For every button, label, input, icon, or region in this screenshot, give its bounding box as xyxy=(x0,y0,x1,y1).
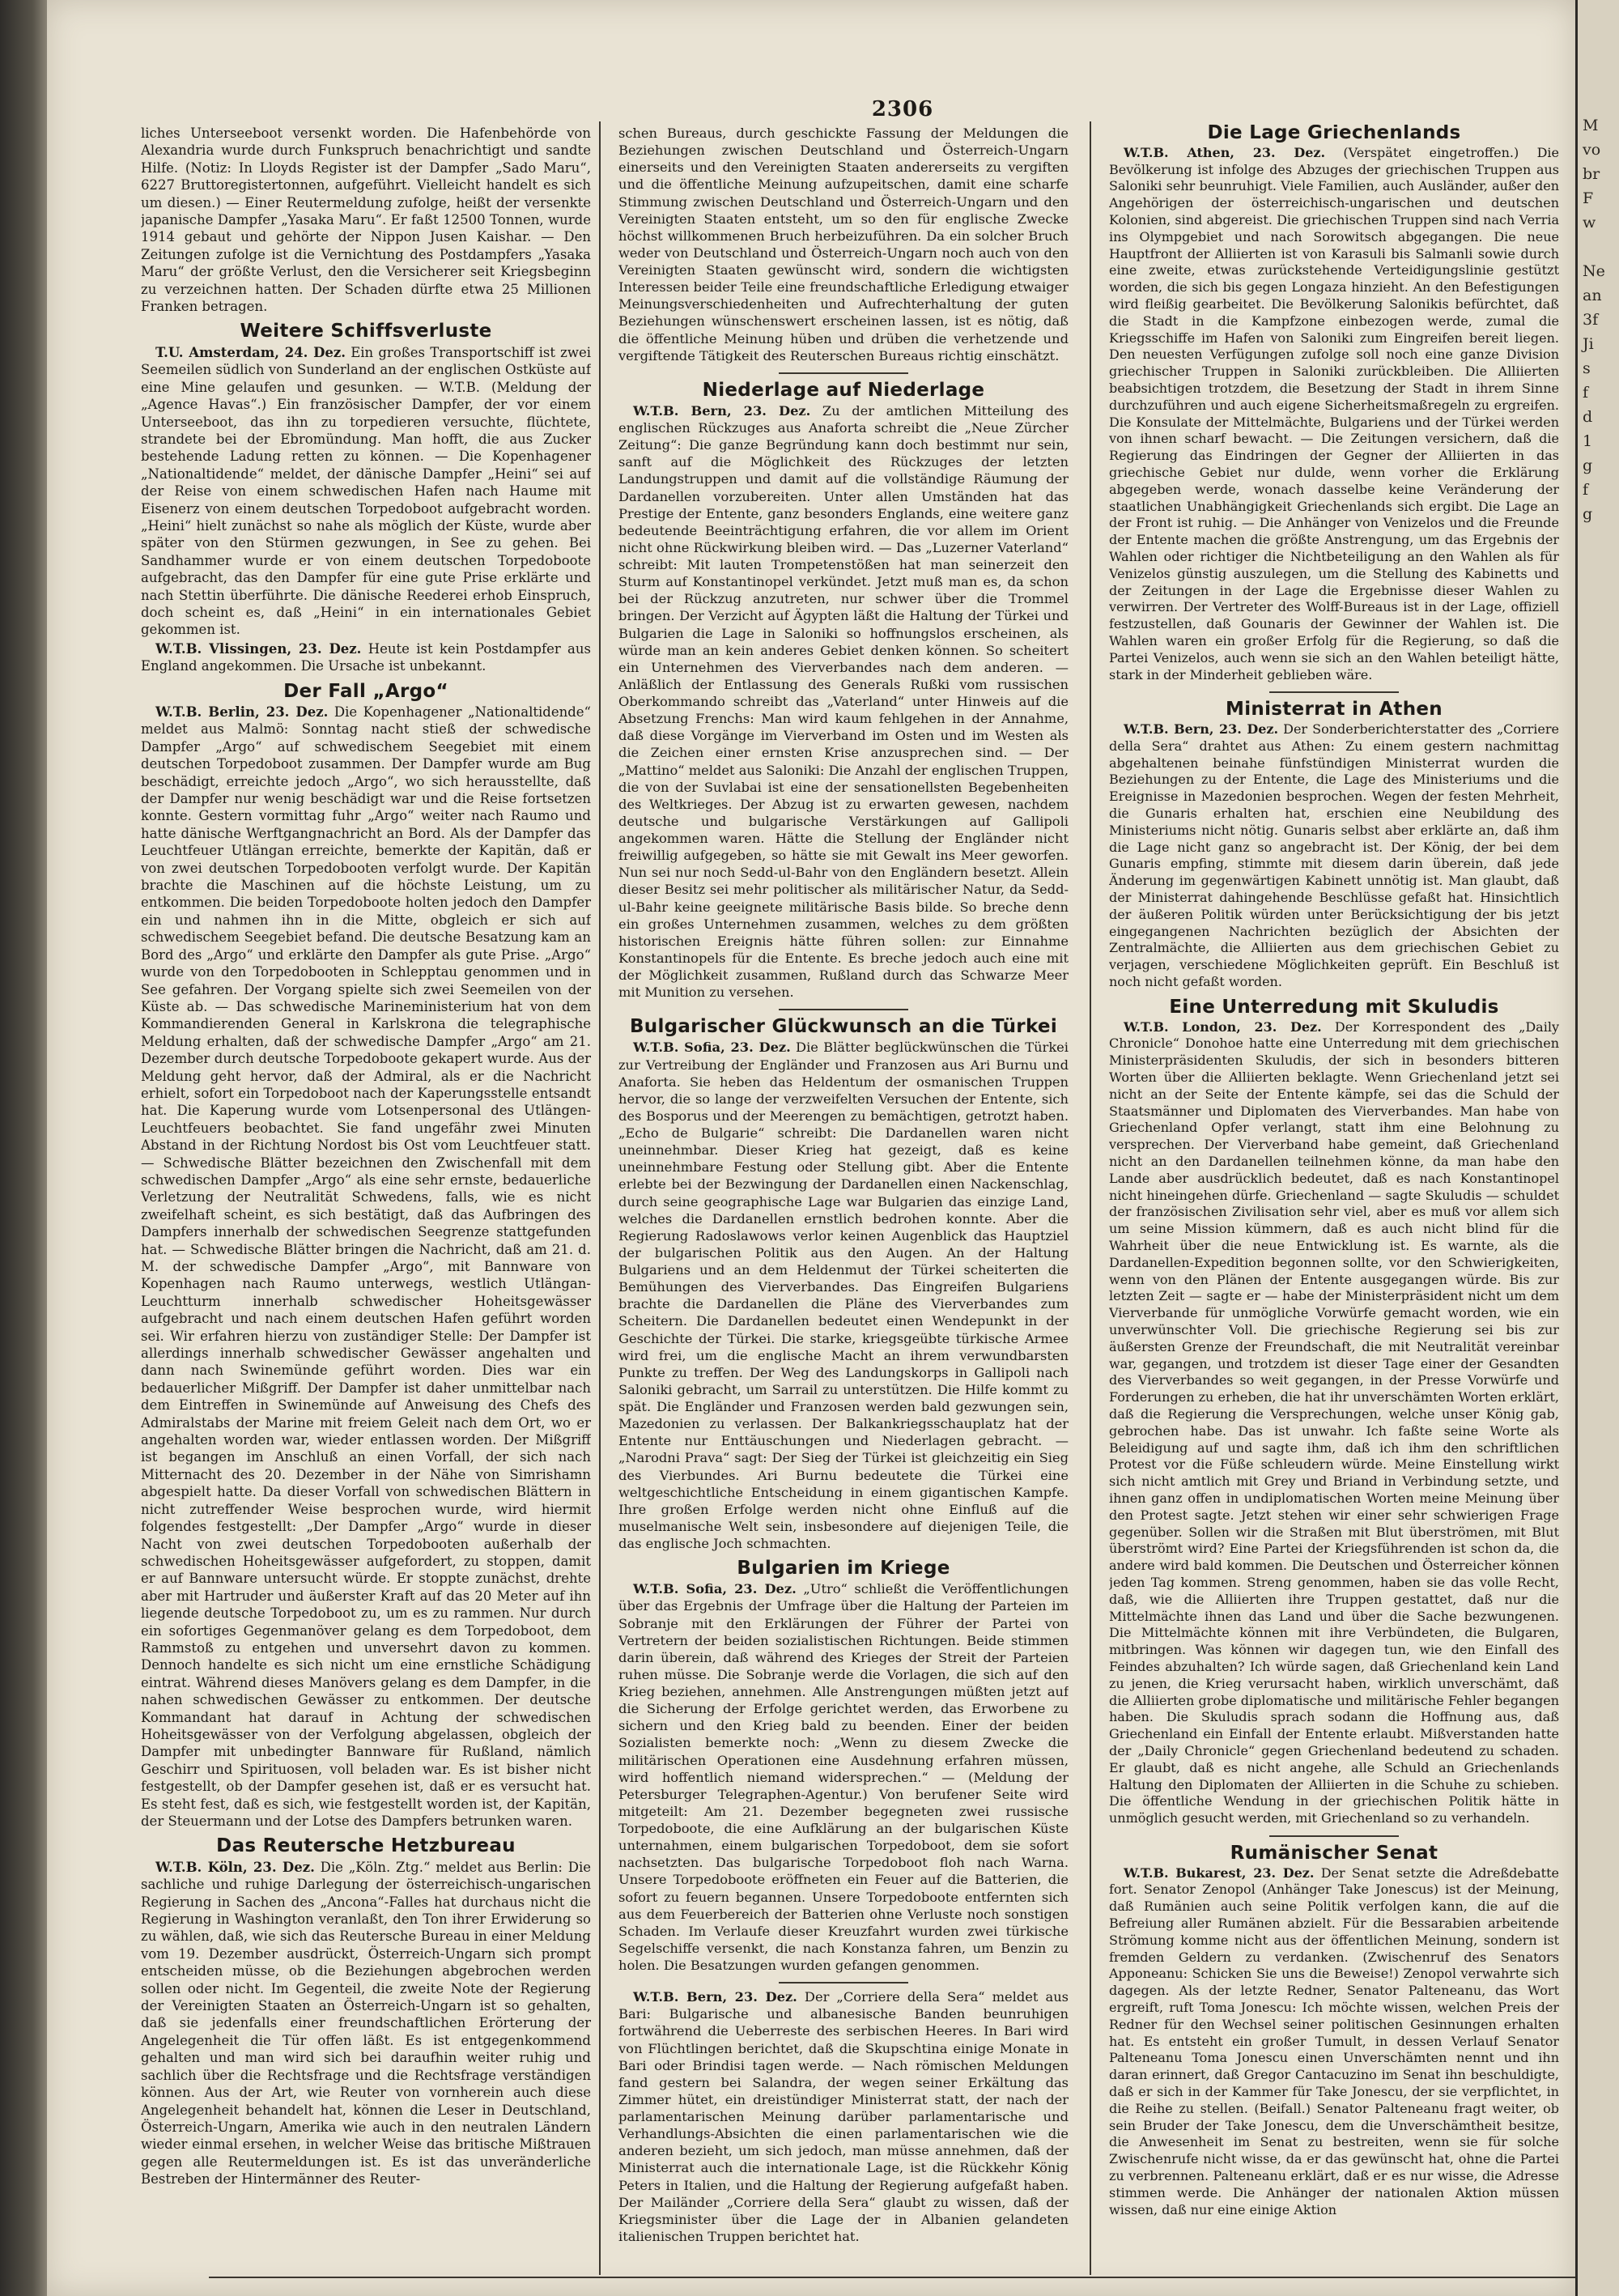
paragraph-text: Der Senat setzte die Adreßdebatte fort. Senator Zenopol (Anhänger Take Jonescus) ist der Meinung, daß Rumänien auch seine Politik verfolgen kann, die auf die Befreiung aller Rumänen abzielt. Für die Bessarabien arbeitende Strömung komme nicht aus der öffentlichen Meinung, sondern ist fremden Geldern zu verdanken. (Zwischenruf des Senators Apponeanu: Schicken Sie uns die Beweise!) Zenopol verwahrte sich dagegen. Als der letzte Redner, Senator Palteneanu, das Wort ergreift, ruft Toma Jonescu: Ich möchte wissen, welchen Preis der Redner für den Wechsel seiner politischen Gesinnungen erhalten hat. Es entsteht ein großer Tumult, in dessen Verlauf Senator Palteneanu Toma Jonescu einen Unverschämten nennt und ihn daran erinnert, daß Gregor Cantacuzino im Senat ihn beschuldigte, daß er sich in der Kammer für Take Jonescu, der sie verpflichtet, in die Reihe zu stellen. (Beifall.) Senator Palteneanu fragt weiter, ob sein Bruder der Take Jonescu, dem die Unverschämtheit besitze, die Anwesenheit im Senat zu bestreiten, wenn sie für solche Zwischenrufe nicht wisse, da er das gewünscht hat, ohne die Partei zu verbrennen. Palteneanu erklärt, daß er es nur wisse, die Adresse stimmen werde. Die Anhänger der nationalen Aktion müssen wissen, daß nur eine einige Aktion xyxy=(1109,1864,1559,2217)
article-headline: Niederlage auf Niederlage xyxy=(702,379,985,401)
book-spine xyxy=(0,0,47,2296)
paragraph-text: schen Bureaus, durch geschickte Fassung der Meldungen die Beziehungen zwischen Deutschland und Österreich-Ungarn einerseits und den Vereinigten Staaten andererseits zu vergiften und die öffentliche Meinung aufzupeitschen, damit eine scharfe Stimmung zwischen Deutschland und Österreich-Ungarn und den Vereinigten Staaten entsteht, um so den für englische Zwecke höchst willkommenen Bruch herbeizuführen. Da ein solcher Bruch weder von Deutschland und Österreich-Ungarn noch auch von den Vereinigten Staaten gewünscht wird, sondern die wichtigsten Interessen beider Teile eine freundschaftliche Erledigung etwaiger Meinungsverschiedenheiten und Aufrechterhaltung der guten Beziehungen wünschenswert erscheinen lassen, ist es nötig, daß die öffentliche Meinung hüben und drüben die verhetzende und vergiftende Tätigkeit des Reuterschen Bureaus richtig einschätzt. xyxy=(618,125,1069,364)
section-divider xyxy=(1269,1835,1399,1837)
dateline: W.T.B. Berlin, 23. Dez. xyxy=(155,704,329,720)
paragraph-text: „Utro“ schließt die Veröffentlichungen über das Ergebnis der Umfrage über die Haltung der Parteien im Sobranje mit den Erklärungen der Führer der Partei von Vertretern der beiden sozialistischen Richtungen. Beide stimmen darin überein, daß während des Krieges der Streit der Parteien ruhen müsse. Die Sobranje werde die Vorlagen, die sich auf den Krieg beziehen, annehmen. Alle Anstrengungen müßten jetzt auf die Sicherung der Erfolge gerichtet werden, das Erworbene zu sichern und den Krieg bald zu beenden. Einer der beiden Sozialisten bemerkte noch: „Wenn zu diesem Zwecke die militärischen Operationen eine Ausdehnung erfahren müssen, wird hoffentlich niemand widersprechen.“ — (Meldung der Petersburger Telegraphen-Agentur.) Von berufener Seite wird mitgeteilt: Am 21. Dezember begegneten zwei russische Torpedoboote, die eine Aufklärung an der bulgarischen Küste unternahmen, einem bulgarischen Torpedoboot, dem sie sofort nachsetzten. Das bulgarische Torpedoboot floh nach Warna. Unsere Torpedoboote eröffneten ein Feuer auf die Batterien, die sofort zu feuern begannen. Unsere Torpedoboote entfernten sich aus dem Feuerbereich der Batterien ohne Verluste noch sonstigen Schaden. Im Verlaufe dieser Kreuzfahrt wurden zwei türkische Segelschiffe versenkt, die nach Konstanza fahren, um Benzin zu holen. Die Besatzungen wurden gefangen genommen. xyxy=(618,1581,1069,1973)
paragraph-text: Die Kopenhagener „Nationaltidende“ meldet aus Malmö: Sonntag nacht stieß der schwedische Dampfer „Argo“ auf schwedischem Seegebiet mit einem deutschen Torpedoboot zusammen. Der Dampfer wurde am Bug beschädigt, erreichte jedoch „Argo“, wo sich herausstellte, daß der Dampfer nur wenig beschädigt war und die Reise fortsetzen konnte. Gestern vormittag fuhr „Argo“ weiter nach Raumo und hatte dänische Werftgangnachricht an Bord. Als der Dampfer das Leuchtfeuer Utlängan erreichte, bemerkte der Kapitän, daß er von zwei deutschen Torpedobooten verfolgt wurde. Der Kapitän brachte die Maschinen auf die höchste Leistung, um zu entkommen. Die beiden Torpedoboote holten jedoch den Dampfer ein und nahmen ihn in die Mitte, obgleich er sich auf schwedischem Seegebiet befand. Die deutsche Besatzung kam an Bord des „Argo“ und erklärte den Dampfer als gute Prise. „Argo“ wurde von den Torpedobooten in Schlepptau genommen und in See gefahren. Der Vorgang spielte sich zwei Seemeilen von der Küste ab. — Das schwedische Marineministerium hat von dem Kommandierenden General in Karlskrona die telegraphische Meldung erhalten, daß der schwedische Dampfer „Argo“ am 21. Dezember durch deutsche Torpedoboote gekapert wurde. Aus der Meldung geht hervor, daß der Admiral, als er die Nachricht erhielt, sofort ein Torpedoboot nach der Kaperungsstelle entsandt hat. Die Kaperung wurde vom Lotsenpersonal des Utlängen-Leuchtfeuers beobachtet. Sie fand ungefähr zwei Minuten Abstand in der Richtung Nordost bis Ost vom Leuchtfeuer statt. — Schwedische Blätter bezeichnen den Zwischenfall mit dem schwedischen Dampfer „Argo“ als eine sehr ernste, bedauerliche Verletzung der Neutralität Schwedens, falls, wie es nicht zweifelhaft scheint, es sich bestätigt, daß das Aufbringen des Dampfers innerhalb der schwedischen Seegrenze stattgefunden hat. — Schwedische Blätter bringen die Nachricht, daß am 21. d. M. der schwedische Dampfer „Argo“, mit Bannware von Kopenhagen nach Raumo unterwegs, westlich Utlängan-Leuchtturm innerhalb schwedischer Hoheitsgewässer aufgebracht und nach einem deutschen Hafen geführt worden sei. Wir erfahren hierzu von zuständiger Stelle: Der Dampfer ist allerdings innerhalb schwedischer Gewässer angehalten und dann nach Swinemünde geführt worden. Dies war ein bedauerlicher Mißgriff. Der Dampfer ist daher unmittelbar nach dem Eintreffen in Swinemünde auf Anweisung des Chefs des Admiralstabs der Marine mit freiem Geleit nach dem Ort, wo er angehalten worden war, wieder entlassen worden. Der Mißgriff ist begangen im Anschluß an einen Vorfall, der sich nach Mitternacht des 20. Dezember in der Nähe von Simrishamn abgespielt hatte. Da dieser Vorfall von schwedischen Blättern in nicht zutreffender Weise besprochen wurde, wird hiermit folgendes festgestellt: „Der Dampfer „Argo“ wurde in dieser Nacht von zwei deutschen Torpedobooten außerhalb der schwedischen Hoheitsgewässer aufgefordert, zu stoppen, damit er auf Bannware untersucht würde. Er stoppte zunächst, drehte aber mit Hartruder und äußerster Kraft auf das 20 Meter auf ihn liegende deutsche Torpedoboot zu, um es zu rammen. Nur durch ein sofortiges Gegenmanöver gelang es dem Torpedoboot, dem Rammstoß zu entgehen und unversehrt davon zu kommen. Dennoch handelte es sich nicht um eine ernstliche Schädigung eintrat. Während dieses Manövers gelang es dem Dampfer, in die nahen schwedischen Gewässer zu entkommen. Der deutsche Kommandant hat darauf in Achtung der schwedischen Hoheitsgewässer von der Verfolgung abgelassen, obgleich der Dampfer mit unbedingter Bannware für Rußland, nämlich Geschirr und Spirituosen, voll beladen war. Es ist bisher nicht festgestellt, ob der Dampfer gesehen ist, daß er es versucht hat. Es steht fest, daß es sich, wie festgestellt worden ist, der Kapitän, der Steuermann und der Lotse des Dampfers betrunken waren. xyxy=(141,704,591,1829)
article-paragraph xyxy=(141,1859,591,2188)
article-headline: Ministerrat in Athen xyxy=(1226,699,1443,721)
article-headline: Eine Unterredung mit Skuludis xyxy=(1169,996,1499,1018)
section-divider xyxy=(779,1982,908,1983)
article-paragraph xyxy=(1109,721,1559,991)
paragraph-text: Der „Corriere della Sera“ meldet aus Bari: Bulgarische und albanesische Banden beunruhigen fortwährend die Ueberreste des serbischen Heeres. In Bari wird von Flüchtlingen berichtet, daß die Skupschtina einige Monate in Bari oder Brindisi tagen werde. — Nach römischen Meldungen fand gestern bei Salandra, der wegen seiner Erkältung das Zimmer hütet, ein dreistündiger Ministerrat statt, der nach der parlamentarischen Meinung darüber parlamentarische und Verhandlungs-Absichten die einen parlamentarischen wie die anderen bezieht, um sich jedoch, man müsse annehmen, daß der Ministerrat auch die internationale Lage, ist die Rückkehr König Peters in Italien, und die Haltung der Regierung aufgefaßt haben. Der Mailänder „Corriere della Sera“ glaubt zu wissen, daß der Kriegsminister über die Lage der in Albanien gelandeten italienischen Truppen berichtet hat. xyxy=(618,1989,1069,2244)
article-paragraph xyxy=(141,344,591,639)
column-2 xyxy=(618,125,1069,2278)
column-rule xyxy=(599,121,601,2275)
adjacent-page-text: M vo br F w Ne an 3f Ji s f d 1 g f g xyxy=(1583,117,1605,523)
article-headline: Bulgarien im Kriege xyxy=(737,1558,950,1580)
article-paragraph xyxy=(618,125,1069,364)
paragraph-text: Die Blätter beglückwünschen die Türkei zur Vertreibung der Engländer und Franzosen aus Ari Burnu und Anaforta. Sie heben das Heldentum der osmanischen Truppen hervor, die so lange der verzweifelten Versuchen der Entente, sich des Bosporus und der Meerengen zu bemächtigen, getrotzt haben. „Echo de Bulgarie“ schreibt: Die Dardanellen waren nicht uneinnehmbar. Dieser Krieg hat gezeigt, daß es keine uneinnehmbare Festung oder Stellung gibt. Aber die Entente erlebte bei der Bezwingung der Dardanellen einen Nackenschlag, durch seine geographische Lage war Bulgarien das einzige Land, welches die Dardanellen ernstlich bedrohen konnte. Aber die Regierung Radoslawows verlor keinen Augenblick das Hauptziel der bulgarischen Politik aus den Augen. An der Haltung Bulgariens und an dem Heldenmut der Türkei scheiterten die Bemühungen des Vierverbandes. Das Eingreifen Bulgariens brachte die Dardanellen die Pläne des Vierverbandes zum Scheitern. Die Dardanellen bedeutet einen Wendepunkt in der Geschichte der Türkei. Die starke, kriegsgeübte türkische Armee wird frei, um die englische Macht an ihrem verwundbarsten Punkte zu treffen. Der Weg des Landungskorps in Gallipoli nach Saloniki gebracht, um Sarrail zu unterstützen. Die Hilfe kommt zu spät. Die Engländer und Franzosen werden bald gezwungen sein, Mazedonien zu verlassen. Der Balkankriegsschauplatz hat der Entente nur Enttäuschungen und Niederlagen gebracht. — „Narodni Prava“ sagt: Der Sieg der Türkei ist gleichzeitig ein Sieg des Vierbundes. Ari Burnu bedeutete die Türkei eine weltgeschichtliche Entscheidung in einem gigantischen Kampfe. Ihre großen Erfolge werden nicht ohne Einfluß auf die muselmanische Welt sein, insbesondere auf diejenigen Teile, die das englische Joch schmachten. xyxy=(618,1040,1069,1551)
article-headline: Bulgarischer Glückwunsch an die Türkei xyxy=(629,1016,1058,1038)
paragraph-text: (Verspätet eingetroffen.) Die Bevölkerung ist infolge des Abzuges der griechischen Truppen aus Saloniki sehr beunruhigt. Viele Familien, auch Ausländer, außer den Angehörigen der österreichisch-ungarischen und deutschen Kolonien, sind abgereist. Die griechischen Truppen sind nach Verria ins Olympgebiet und nach Sorowitsch abgegangen. Die neue Hauptfront der Alliierten ist von Karasuli bis Salmanli sowie durch eine zweite, etwas zurückstehende Verteidigungslinie gestützt worden, die sich bis gegen Longaza hinzieht. An den Befestigungen wird fleißig gearbeitet. Die Bevölkerung Salonikis befürchtet, daß die Stadt in die Kampfzone einbezogen werde, zumal die Kriegsschiffe im Hafen von Saloniki zum Eingreifen bereit liegen. Den neuesten Verfügungen zufolge soll noch eine ganze Division griechischer Truppen in Saloniki zurückbleiben. Die Alliierten beabsichtigen trotzdem, die Besetzung der Stadt in ihrem Sinne durchzuführen und auch eigene Sicherheitsmaßregeln zu ergreifen. Die Konsulate der Mittelmächte, Bulgariens und der Türkei werden von ihnen scharf bewacht. — Die Zeitungen versichern, daß die Regierung das Eindringen der Gegner der Alliierten in das griechische Gebiet nur dulde, wenn vorher die Erklärung abgegeben werde, wonach dasselbe keine Veränderung der staatlichen Unabhängigkeit Griechenlands sich ergibt. Die Lage an der Front ist ruhig. — Die Anhänger von Venizelos und die Freunde der Entente machen die größte Anstrengung, um das Ergebnis der Wahlen oder richtiger die Nichtbeteiligung an den Wahlen als für Venizelos günstig auszulegen, um die Stellung des Kabinetts und der Zeitungen in der Lage die Ergebnisse dieser Wahlen zu verwirren. Der Vertreter des Wolff-Bureaus ist in der Lage, offiziell festzustellen, daß Gounaris der Gewinner der Wahlen ist. Die Wahlen waren ein großer Erfolg für die Regierung, so daß die Partei Venizelos, auch wenn sie sich an den Wahlen beteiligt hätte, stark in der Minderheit geblieben wäre. xyxy=(1109,144,1559,682)
paragraph-text: liches Unterseeboot versenkt worden. Die Hafenbehörde von Alexandria wurde durch Funkspruch benachrichtigt und sandte Hilfe. (Notiz: In Lloyds Register ist der Dampfer „Sado Maru“, 6227 Bruttoregistertonnen, aufgeführt. Vielleicht handelt es sich um diesen.) — Einer Reutermeldung zufolge, heißt der versenkte japanische Dampfer „Yasaka Maru“. Er faßt 12500 Tonnen, wurde 1914 gebaut und gehörte der Nippon Jusen Kaishar. — Den Zeitungen zufolge ist die Vernichtung des Postdampfers „Yasaka Maru“ der größte Verlust, den die Versicherer seit Kriegsbeginn zu verzeichnen hatten. Der Schaden dürfte etwa 25 Millionen Franken betragen. xyxy=(141,125,591,315)
dateline: W.T.B. Bern, 23. Dez. xyxy=(633,1989,797,2005)
section-divider xyxy=(1269,691,1399,693)
bottom-rule xyxy=(209,2277,1617,2278)
dateline: W.T.B. Sofia, 23. Dez. xyxy=(633,1581,797,1597)
dateline: W.T.B. Vlissingen, 23. Dez. xyxy=(155,640,362,657)
dateline: W.T.B. Köln, 23. Dez. xyxy=(155,1859,315,1875)
dateline: W.T.B. London, 23. Dez. xyxy=(1124,1018,1322,1035)
paragraph-text: Der Korrespondent des „Daily Chronicle“ Donohoe hatte eine Unterredung mit dem griechischen Ministerpräsidenten Skuludis, der sich in besonders bitteren Worten über die Alliierten beklagte. Wenn Griechenland jetzt sei nicht an der Seite der Entente kämpfe, sei das die Schuld der Staatsmänner und Diplomaten des Vierverbandes. Man habe von Griechenland Opfer verlangt, statt ihm eine Belohnung zu versprechen. Der Vierverband habe gemeint, daß Griechenland nicht an den Dardanellen teilnehmen könne, da man habe den Lande aber ausdrücklich bedeutet, daß es nach Konstantinopel nicht hineingehen dürfe. Griechenland — sagte Skuludis — schuldet der französischen Zivilisation sehr viel, aber es muß vor allem sich um seine Mission kümmern, daß es auch nicht blind für die Wahrheit über die neue Entwicklung ist. Es warnte, als die Dardanellen-Expedition begonnen sollte, vor den Schwierigkeiten, wenn von den Plänen der Entente ausgegangen würde. Bis zur letzten Zeit — sagte er — habe der Ministerpräsident nicht um dem Vierverbande für unmögliche Vorwürfe gemacht worden, wie ein unverwünschter Voll. Die griechische Regierung sei bis zur äußersten Grenze der Freundschaft, die mit Neutralität vereinbar war, gegangen, und trotzdem ist dieser Tage einer der Gesandten des Vierverbandes so weit gegangen, in der Presse Vorwürfe und Forderungen zu erheben, die hat ihr unverschämten Worten erklärt, daß die Regierung die Versprechungen, welche unser König gab, gebrochen habe. Das ist unwahr. Ich faßte seine Worte als Beleidigung auf und sagte ihm, daß ich ihm den schriftlichen Protest vor die Füße schleudern würde. Meine Einstellung wirkt sich nicht amtlich mit Grey und Briand in Verbindung setzte, und ihnen ganz offen in undiplomatischen Worten meine Meinung über den Protest sagte. Jetzt stehen wir einer sehr schwierigen Frage gegenüber. Sollen wir die Straßen mit Blut überströmen, mit Blut überströmt wird? Eine Partei der Kriegsführenden ist schon da, die andere wird bald kommen. Die Deutschen und Österreicher können jeden Tag kommen. Streng genommen, haben sie das volle Recht, daß, wie die Alliierten ihre Truppen gestattet, daß nur die Mittelmächte ihnen das Land und über die Sache bezwungenen. Die Mittelmächte können mit ihre Verbündeten, die Bulgaren, mitbringen. Was können wir dagegen tun, wie den Einfall des Feindes abzuhalten? Ich würde sagen, daß Griechenland kein Land zu jenen, die Krieg verursacht haben, wirklich unverschämt, daß die Alliierten grobe diplomatische und militärische Fehler begangen haben. Die Skuludis sprach sodann die Hoffnung aus, daß Griechenland ein Einfall der Entente erlaubt. Mißverstanden hatte der „Daily Chronicle“ gegen Griechenland bedeutend zu schaden. Er glaubt, daß es nicht angehe, alle Schuld an Griechenlands Haltung den Diplomaten der Alliierten in die Schuhe zu schieben. Die öffentliche Wendung in der griechischen Politik hätte in unmöglich gesucht werden, mit Griechenland so zu verhandeln. xyxy=(1109,1018,1559,1826)
paragraph-text: Die „Köln. Ztg.“ meldet aus Berlin: Die sachliche und ruhige Darlegung der österreichisch-ungarischen Regierung in Sachen des „Ancona“-Falles hat durchaus nicht die Regierung in Washington veranlaßt, den Ton ihrer Erwiderung so zu wählen, daß, wie sich das Reutersche Bureau in einer Meldung vom 19. Dezember ausdrückt, Österreich-Ungarn sich prompt entscheiden müsse, ob die Beziehungen abgebrochen werden sollen oder nicht. Im Gegenteil, die zweite Note der Regierung der Vereinigten Staaten an Österreich-Ungarn ist so gehalten, daß sie jedenfalls einer freundschaftlichen Erörterung der Angelegenheit die Tür offen läßt. Es ist entgegenkommend gehalten und man wird sich bei daraufhin weiter ruhig und sachlich über die Rechtsfrage und die Rechtsfrage verständigen können. Aus der Art, wie Reuter von vornherein auch diese Angelegenheit behandelt hat, können die Leser in Deutschland, Österreich-Ungarn, Amerika wie auch in den neutralen Ländern wieder einmal ersehen, in welcher Weise das britische Mißtrauen gegen alle Reutermeldungen ist. Es ist das unveränderliche Bestreben der Hintermänner des Reuter- xyxy=(141,1859,591,2188)
article-headline: Das Reutersche Hetzbureau xyxy=(216,1835,516,1857)
dateline: T.U. Amsterdam, 24. Dez. xyxy=(155,344,346,360)
page-number: 2306 xyxy=(871,97,934,121)
article-paragraph xyxy=(618,1988,1069,2245)
article-headline: Die Lage Griechenlands xyxy=(1207,125,1461,143)
section-divider xyxy=(779,1009,908,1010)
article-paragraph xyxy=(141,125,591,315)
paragraph-text: Ein großes Transportschiff ist zwei Seemeilen südlich von Sunderland an der englischen Ostküste auf eine Mine gelaufen und gesunken. — W.T.B. (Meldung der „Agence Havas“.) Ein französischer Dampfer, der vor einem Unterseeboot, das ihn zu torpedieren versuchte, flüchtete, strandete bei der Ebromündung. Man hofft, die aus Zucker bestehende Ladung retten zu können. — Die Kopenhagener „Nationaltidende“ meldet, der dänische Dampfer „Heini“ sei auf der Reise von einem schwedischen Hafen nach Haume mit Eisenerz von einem deutschen Torpedoboot aufgebracht worden. „Heini“ hielt zunächst so nahe als möglich der Küste, wurde aber später von den Stürmen gezwungen, in See zu gehen. Bei Sandhammer wurde er von einem deutschen Torpedoboote aufgebracht, das den Dampfer für eine gute Prise erklärte und nach Stettin überführte. Die dänische Reederei erhob Einspruch, doch scheint es, daß „Heini“ in ein internationales Gebiet gekommen ist. xyxy=(141,344,591,638)
dateline: W.T.B. Athen, 23. Dez. xyxy=(1124,144,1326,160)
paragraph-text: Der Sonderberichterstatter des „Corriere della Sera“ drahtet aus Athen: Zu einem gestern nachmittag abgehaltenen beinahe fünfstündigen Ministerrat wurden die Beziehungen zu der Entente, die Lage des Ministeriums und die Ereignisse in Mazedonien besprochen. Wegen der festen Mehrheit, die Gunaris erhalten hat, erschien eine Neubildung des Ministeriums nicht nötig. Gunaris selbst aber erklärte an, daß ihm die Lage nicht ganz so angebracht ist. Der König, der bei dem Gunaris empfing, stimmte mit diesem darin überein, daß jede Änderung im gegenwärtigen Kabinett unnötig ist. Man glaubt, daß der Ministerrat dahingehende Beschlüsse gefaßt hat. Hinsichtlich der äußeren Politik würden unter Berücksichtigung der bis jetzt eingegangenen Nachrichten bezüglich der Absichten der Zentralmächte, die Alliierten aus dem griechischen Gebiet zu verjagen, verschiedene Möglichkeiten geprüft. Ein Beschluß ist noch nicht gefaßt worden. xyxy=(1109,721,1559,990)
article-headline: Rumänischer Senat xyxy=(1230,1842,1438,1864)
column-3 xyxy=(1109,125,1559,2278)
article-headline: Der Fall „Argo“ xyxy=(283,680,448,702)
dateline: W.T.B. Sofia, 23. Dez. xyxy=(633,1040,791,1056)
adjacent-page-edge xyxy=(1575,0,1619,2296)
paragraph-text: Heute ist kein Postdampfer aus England angekommen. Die Ursache ist unbekannt. xyxy=(141,640,591,674)
article-paragraph xyxy=(1109,145,1559,684)
article-paragraph xyxy=(618,402,1069,1001)
dateline: W.T.B. Bern, 23. Dez. xyxy=(633,402,811,419)
column-rule xyxy=(1090,121,1091,2275)
article-paragraph xyxy=(1109,1019,1559,1827)
article-paragraph xyxy=(618,1039,1069,1552)
section-divider xyxy=(779,372,908,374)
paragraph-text: Zu der amtlichen Mitteilung des englischen Rückzuges aus Anaforta schreibt die „Neue Zürcher Zeitung“: Die ganze Begründung kann doch bestimmt nur sein, sanft auf die Möglichkeit des Rückzuges der letzten Landungstruppen und damit auf die vollständige Räumung der Dardanellen vorzubereiten. Unter allen Umständen hat das Prestige der Entente, ganz besonders Englands, eine weitere ganz bedeutende Beeinträchtigung erfahren, die vor allem im Orient nicht ohne Rückwirkung bleiben wird. — Das „Luzerner Vaterland“ schreibt: Mit lauten Trompetenstößen hat man seinerzeit den Sturm auf Konstantinopel verkündet. Jetzt muß man es, da schon bei der Rückzug anzutreten, nur schwer über die Trommel bringen. Der Verzicht auf Ägypten läßt die Haltung der Türkei und Bulgarien die Lage in Saloniki so hoffnungslos erscheinen, als würde man an kein anderes Gebiet denken können. So scheitert ein Unternehmen des Vierverbandes nach dem anderen. — Anläßlich der Entlassung des Generals Rußki vom russischen Oberkommando schreibt das „Vaterland“ unter Hinweis auf die Absetzung Frenchs: Man wird kaum fehlgehen in der Annahme, daß diese Vorgänge im Vierverband im Osten und im Westen als die Zeichen einer ernsten Krise anzusprechen sind. — Der „Mattino“ meldet aus Saloniki: Die Anzahl der englischen Truppen, die von der Suvlabai ist eine der sensationellsten Begebenheiten des Weltkrieges. Der Abzug ist zu erwarten gewesen, nachdem deutsche und bulgarische Verstärkungen auf Gallipoli angekommen waren. Hätte die Stellung der Engländer nicht freiwillig aufgegeben, so hätte sie mit Gewalt ins Meer geworfen. Nun sei nur noch Sedd-ul-Bahr von den Engländern besetzt. Allein dieser Besitz sei mehr politischer als militärischer Natur, da Sedd-ul-Bahr keine geeignete militärische Basis bilde. So breche denn ein großes Unternehmen zusammen, welches zu dem größten historischen Ereignis hätte führen sollen: zur Einnahme Konstantinopels für die Entente. Es breche jedoch auch eine mit der Möglichkeit zusammen, Rußland durch das Schwarze Meer mit Munition zu versehen. xyxy=(618,402,1069,1001)
article-headline: Weitere Schiffsverluste xyxy=(240,321,492,342)
dateline: W.T.B. Bern, 23. Dez. xyxy=(1124,721,1279,738)
article-paragraph xyxy=(141,704,591,1830)
dateline: W.T.B. Bukarest, 23. Dez. xyxy=(1124,1864,1315,1881)
article-paragraph xyxy=(618,1580,1069,1974)
article-paragraph xyxy=(141,640,591,675)
newspaper-page xyxy=(47,0,1575,2296)
column-1 xyxy=(141,125,591,2278)
article-paragraph xyxy=(1109,1865,1559,2219)
